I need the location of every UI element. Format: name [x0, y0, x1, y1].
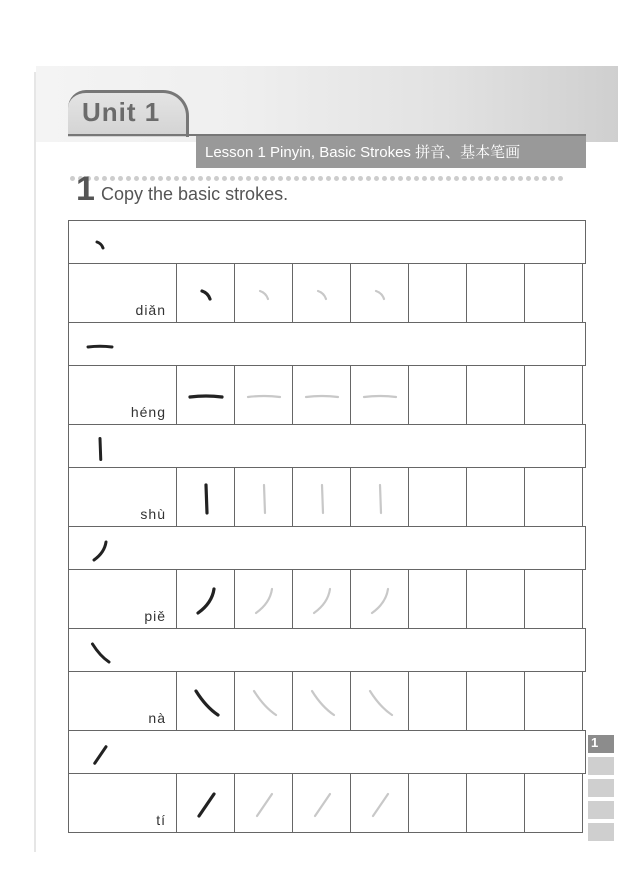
divider-dot — [438, 176, 443, 181]
divider-dot — [502, 176, 507, 181]
side-tab[interactable] — [588, 823, 614, 841]
practice-cell[interactable] — [234, 569, 293, 629]
practice-cell[interactable] — [176, 263, 235, 323]
divider-dot — [358, 176, 363, 181]
practice-cell[interactable] — [408, 569, 467, 629]
divider-dot — [150, 176, 155, 181]
divider-dot — [526, 176, 531, 181]
practice-cell[interactable] — [524, 773, 583, 833]
pinyin-label: nà — [148, 710, 166, 726]
stroke-reference-row — [68, 730, 586, 774]
pinyin-cell — [68, 365, 177, 425]
divider-dot — [302, 176, 307, 181]
side-tab[interactable] — [588, 757, 614, 775]
divider-dot — [142, 176, 147, 181]
divider-dot — [374, 176, 379, 181]
practice-cell[interactable] — [234, 773, 293, 833]
side-tab-active-label: 1 — [591, 735, 599, 750]
practice-cell[interactable] — [408, 467, 467, 527]
divider-dot — [254, 176, 259, 181]
practice-cell[interactable] — [466, 365, 525, 425]
divider-dot — [214, 176, 219, 181]
divider-dot — [310, 176, 315, 181]
stroke-practice-row — [68, 773, 586, 833]
divider-dot — [110, 176, 115, 181]
practice-cell[interactable] — [466, 263, 525, 323]
dotted-divider — [70, 176, 590, 184]
practice-cell[interactable] — [176, 773, 235, 833]
stroke-practice-row — [68, 263, 586, 323]
stroke-practice-row — [68, 467, 586, 527]
practice-cell[interactable] — [466, 569, 525, 629]
divider-dot — [270, 176, 275, 181]
divider-dot — [406, 176, 411, 181]
side-tab[interactable] — [588, 801, 614, 819]
practice-cell[interactable] — [350, 263, 409, 323]
practice-cell[interactable] — [350, 773, 409, 833]
divider-dot — [550, 176, 555, 181]
divider-dot — [446, 176, 451, 181]
practice-cell[interactable] — [466, 773, 525, 833]
practice-cell[interactable] — [234, 467, 293, 527]
practice-cell[interactable] — [234, 671, 293, 731]
divider-dot — [326, 176, 331, 181]
divider-dot — [118, 176, 123, 181]
divider-dot — [510, 176, 515, 181]
pinyin-cell — [68, 773, 177, 833]
practice-cell[interactable] — [524, 365, 583, 425]
pinyin-label: diǎn — [135, 302, 166, 318]
stroke-reference-row — [68, 628, 586, 672]
divider-dot — [398, 176, 403, 181]
divider-dot — [494, 176, 499, 181]
divider-dot — [70, 176, 75, 181]
divider-dot — [238, 176, 243, 181]
divider-dot — [166, 176, 171, 181]
divider-dot — [430, 176, 435, 181]
side-tab[interactable] — [588, 779, 614, 797]
divider-dot — [206, 176, 211, 181]
divider-dot — [422, 176, 427, 181]
practice-cell[interactable] — [466, 671, 525, 731]
stroke-practice-row — [68, 671, 586, 731]
practice-cell[interactable] — [292, 569, 351, 629]
divider-dot — [126, 176, 131, 181]
divider-dot — [454, 176, 459, 181]
pinyin-label: héng — [130, 404, 166, 420]
divider-dot — [470, 176, 475, 181]
stroke-reference-row — [68, 526, 586, 570]
pinyin-cell — [68, 569, 177, 629]
divider-dot — [182, 176, 187, 181]
divider-dot — [286, 176, 291, 181]
practice-cell[interactable] — [292, 671, 351, 731]
divider-dot — [366, 176, 371, 181]
lesson-title: Lesson 1 Pinyin, Basic Strokes 拼音、基本笔画 — [205, 144, 521, 161]
exercise-number: 1 — [76, 170, 95, 208]
practice-cell[interactable] — [524, 263, 583, 323]
practice-cell[interactable] — [350, 569, 409, 629]
practice-cell[interactable] — [176, 467, 235, 527]
practice-cell[interactable] — [408, 671, 467, 731]
practice-cell[interactable] — [524, 671, 583, 731]
pinyin-cell — [68, 467, 177, 527]
divider-dot — [558, 176, 563, 181]
divider-dot — [350, 176, 355, 181]
divider-dot — [190, 176, 195, 181]
stroke-practice-row — [68, 569, 586, 629]
divider-dot — [342, 176, 347, 181]
stroke-reference-row — [68, 424, 586, 468]
practice-cell[interactable] — [408, 263, 467, 323]
practice-cell[interactable] — [176, 671, 235, 731]
unit-title: Unit 1 — [82, 97, 161, 127]
practice-cell[interactable] — [292, 467, 351, 527]
divider-dot — [534, 176, 539, 181]
divider-dot — [174, 176, 179, 181]
practice-cell[interactable] — [350, 365, 409, 425]
stroke-practice-row — [68, 365, 586, 425]
divider-dot — [222, 176, 227, 181]
divider-dot — [278, 176, 283, 181]
divider-dot — [542, 176, 547, 181]
practice-cell[interactable] — [234, 365, 293, 425]
exercise-instruction: Copy the basic strokes. — [101, 184, 289, 204]
page-edge — [34, 72, 36, 852]
divider-dot — [518, 176, 523, 181]
divider-dot — [478, 176, 483, 181]
practice-cell[interactable] — [292, 773, 351, 833]
divider-dot — [390, 176, 395, 181]
stroke-practice-grid — [68, 221, 586, 833]
practice-cell[interactable] — [176, 365, 235, 425]
divider-dot — [382, 176, 387, 181]
divider-dot — [102, 176, 107, 181]
practice-cell[interactable] — [524, 569, 583, 629]
practice-cell[interactable] — [408, 365, 467, 425]
pinyin-cell — [68, 671, 177, 731]
divider-dot — [414, 176, 419, 181]
practice-cell[interactable] — [176, 569, 235, 629]
divider-dot — [230, 176, 235, 181]
practice-cell[interactable] — [234, 263, 293, 323]
divider-dot — [294, 176, 299, 181]
practice-cell[interactable] — [350, 671, 409, 731]
practice-cell[interactable] — [408, 773, 467, 833]
practice-cell[interactable] — [350, 467, 409, 527]
divider-dot — [198, 176, 203, 181]
divider-dot — [462, 176, 467, 181]
divider-dot — [318, 176, 323, 181]
pinyin-label: tí — [156, 812, 166, 828]
divider-dot — [134, 176, 139, 181]
divider-dot — [486, 176, 491, 181]
practice-cell[interactable] — [292, 365, 351, 425]
pinyin-label: piě — [144, 608, 166, 624]
divider-dot — [262, 176, 267, 181]
pinyin-label: shù — [140, 506, 166, 522]
stroke-reference-row — [68, 220, 586, 264]
practice-cell[interactable] — [292, 263, 351, 323]
pinyin-cell — [68, 263, 177, 323]
stroke-reference-row — [68, 322, 586, 366]
divider-dot — [334, 176, 339, 181]
practice-cell[interactable] — [524, 467, 583, 527]
divider-dot — [246, 176, 251, 181]
side-tabs — [588, 735, 614, 845]
divider-dot — [158, 176, 163, 181]
practice-cell[interactable] — [466, 467, 525, 527]
